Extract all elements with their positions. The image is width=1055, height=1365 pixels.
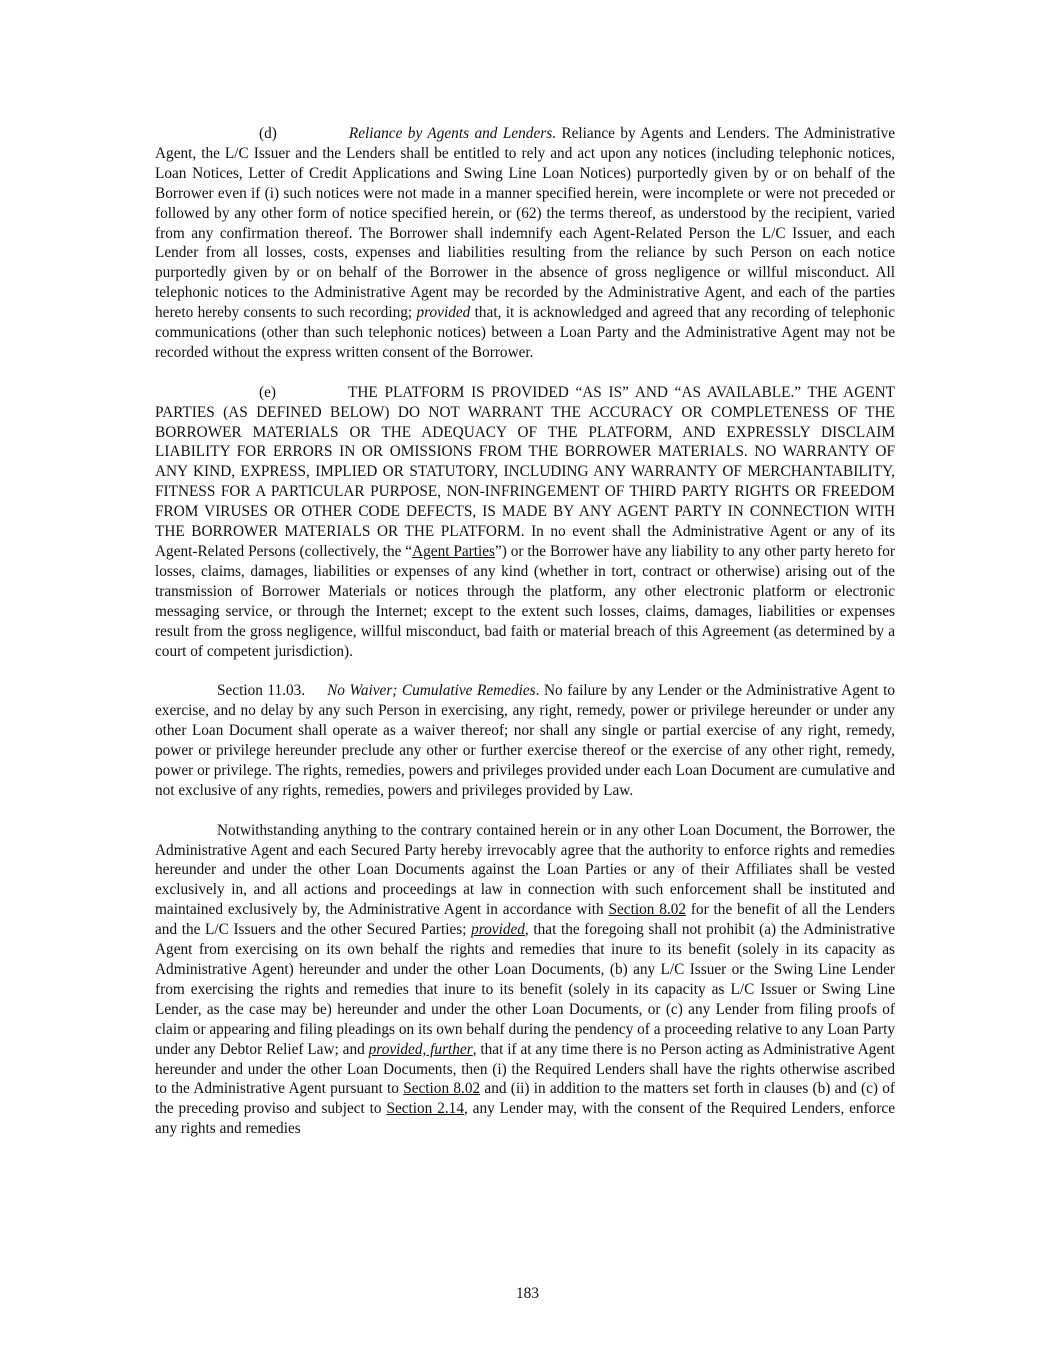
section-11-03	[155, 681, 895, 800]
paragraph-d-heading: Reliance by Agents and Lenders	[348, 125, 553, 142]
section-ref-8-02-a: Section 8.02	[608, 901, 686, 919]
document-body	[155, 124, 895, 1159]
paragraph-d-text: . Reliance by Agents and Lenders. The Administrative Agent, the L/C Issuer and the Lenders shall be entitled to rely and act upon any notices (including telephonic notices, Loan Notices, Letter of Credit Applications and Swing Line Loan Notices) purportedly given by or on behalf of the Borrower even if (i) such notices were not made in a manner specified herein, were incomplete or were not preceded or followed by any other form of notice specified herein, or (62) the terms thereof, as understood by the recipient, varied from any confirmation thereof. The Borrower shall indemnify each Agent-Related Person the L/C Issuer, and each Lender from all losses, costs, expenses and liabilities resulting from the reliance by such Person on each notice purportedly given by or on behalf of the Borrower in the absence of gross negligence or willful misconduct. All telephonic notices to the Administrative Agent may be recorded by the Administrative Agent, and each of the parties hereto hereby consents to such recording;	[155, 125, 896, 322]
notwithstanding-text-1: Notwithstanding anything to the contrary contained herein or in any other Loan Document, the Borrower, the Administrative Agent and each Secured Party hereby irrevocably agree that the authority to enforce rights and remedies hereunder and under the other Loan Documents against the Loan Parties or any of their Affiliates shall be vested exclusively in, and all actions and proceedings at law in connection with such enforcement shall be instituted and maintained exclusively by, the Administrative Agent in accordance with	[155, 821, 895, 919]
section-number: Section 11.03.	[217, 682, 306, 700]
paragraph-d-provided: provided	[416, 304, 471, 322]
notwithstanding-text-5: and (ii) in addition to the matters set forth in clauses (b) and (c) of the preceding proviso and subject to	[155, 1080, 895, 1118]
provided-further-term: provided, further	[368, 1040, 473, 1058]
paragraph-d-text-after: that, it is acknowledged and agreed that any recording of telephonic communications (other than such telephonic notices) between a Loan Party and the Administrative Agent may not be recorded without the express written consent of the Borrower.	[155, 304, 896, 361]
section-heading: No Waiver; Cumulative Remedies	[327, 682, 536, 700]
paragraph-notwithstanding	[155, 821, 895, 1140]
section-ref-2-14: Section 2.14	[386, 1100, 464, 1118]
paragraph-e-text-after: ”) or the Borrower have any liability to any other party hereto for losses, claims, damages, liabilities or expenses of any kind (whether in tort, contract or otherwise) arising out of the transmission of Borrower Materials or notices through the platform, any other electronic platform or electronic messaging service, or through the Internet; except to the extent such losses, claims, damages, liabilities or expenses result from the gross negligence, willful misconduct, bad faith or material breach of this Agreement (as determined by a court of competent jurisdiction).	[155, 543, 896, 660]
paragraph-e	[155, 383, 895, 662]
paragraph-d	[155, 124, 895, 363]
paragraph-e-label: (e)	[259, 383, 276, 401]
notwithstanding-text-3: , that the foregoing shall not prohibit (a) the Administrative Agent from exercising on its own behalf the rights and remedies that inure to its benefit (solely in its capacity as Administrative Agent) hereunder and under the other Loan Documents, (b) any L/C Issuer or the Swing Line Lender from exercising the rights and remedies that inure to its benefit (solely in its capacity as L/C Issuer or Swing Line Lender, as the case may be) hereunder and under the other Loan Documents, or (c) any Lender from filing proofs of claim or appearing and filing pleadings on its own behalf during the pendency of a proceeding relative to any Loan Party under any Debtor Relief Law; and	[155, 921, 895, 1058]
section-ref-8-02-b: Section 8.02	[403, 1080, 481, 1098]
notwithstanding-text-2: for the benefit of all the Lenders and the L/C Issuers and the other Secured Parties;	[155, 901, 895, 939]
page-number: 183	[516, 1285, 539, 1302]
notwithstanding-text-6: , any Lender may, with the consent of the Required Lenders, enforce any rights and remedies	[155, 1100, 895, 1138]
provided-term-1: provided	[471, 921, 525, 939]
paragraph-d-label: (d)	[259, 125, 277, 142]
agent-parties-term: Agent Parties	[412, 543, 495, 561]
section-text: . No failure by any Lender or the Administrative Agent to exercise, and no delay by any such Person in exercising, any right, remedy, power or privilege hereunder or under any other Loan Document shall operate as a waiver thereof; nor shall any single or partial exercise of any right, remedy, power or privilege hereunder preclude any other or further exercise thereof or the exercise of any other right, remedy, power or privilege. The rights, remedies, powers and privileges provided under each Loan Document are cumulative and not exclusive of any rights, remedies, powers and privileges provided by Law.	[155, 682, 895, 799]
paragraph-e-text: THE PLATFORM IS PROVIDED “AS IS” AND “AS AVAILABLE.” THE AGENT PARTIES (AS DEFINED BELOW) DO NOT WARRANT THE ACCURACY OR COMPLETENESS OF THE BORROWER MATERIALS OR THE ADEQUACY OF THE PLATFORM, AND EXPRESSLY DISCLAIM LIABILITY FOR ERRORS IN OR OMISSIONS FROM THE BORROWER MATERIALS. NO WARRANTY OF ANY KIND, EXPRESS, IMPLIED OR STATUTORY, INCLUDING ANY WARRANTY OF MERCHANTABILITY, FITNESS FOR A PARTICULAR PURPOSE, NON-INFRINGEMENT OF THIRD PARTY RIGHTS OR FREEDOM FROM VIRUSES OR OTHER CODE DEFECTS, IS MADE BY ANY AGENT PARTY IN CONNECTION WITH THE BORROWER MATERIALS OR THE PLATFORM. In no event shall the Administrative Agent or any of its Agent-Related Persons (collectively, the “	[155, 383, 895, 561]
notwithstanding-text-4: , that if at any time there is no Person acting as Administrative Agent hereunder and under the other Loan Documents, then (i) the Required Lenders shall have the rights otherwise ascribed to the Administrative Agent pursuant to	[155, 1040, 896, 1098]
